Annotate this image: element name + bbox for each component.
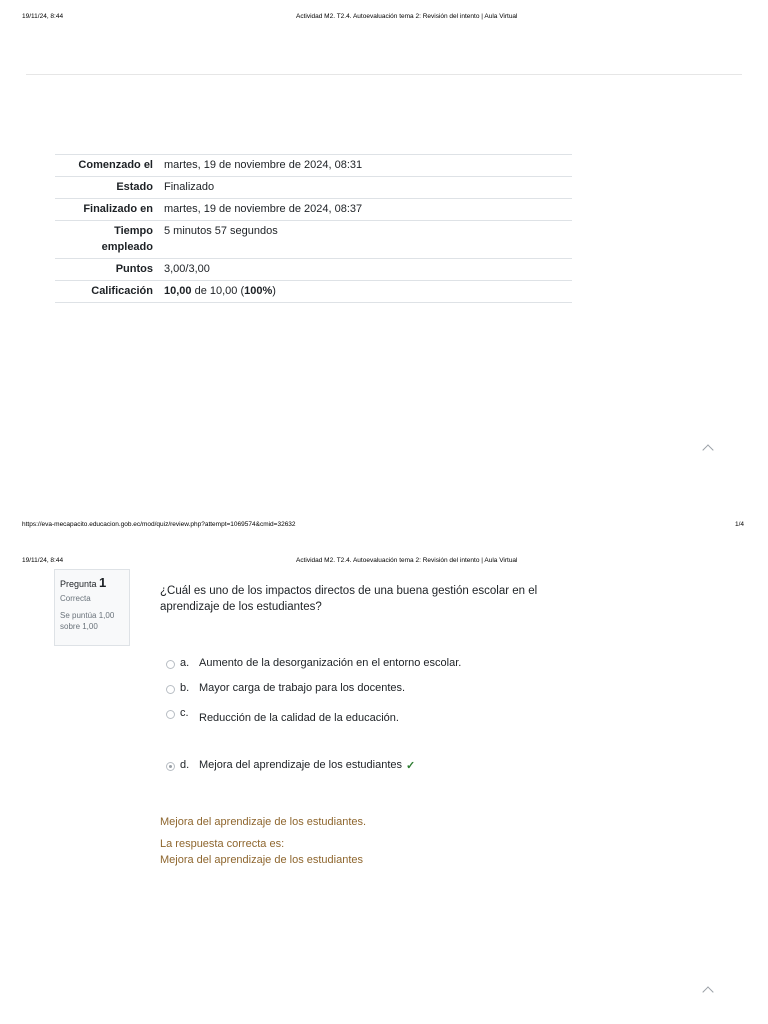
option-text: Mejora del aprendizaje de los estudiantes — [199, 759, 403, 771]
scroll-top-icon[interactable] — [702, 986, 713, 997]
answer-option-d[interactable] — [166, 759, 415, 772]
grade-value: 10,00 — [164, 285, 192, 297]
header-divider — [26, 74, 742, 75]
summary-row — [55, 199, 572, 221]
option-letter: a. — [180, 657, 190, 669]
question-number — [60, 575, 124, 590]
question-text: ¿Cuál es uno de los impactos directos de una buena gestión escolar en el aprendizaje de los estudiantes? — [160, 585, 538, 613]
answer-option-a[interactable] — [166, 657, 461, 669]
print-url: https://eva-mecapacito.educacion.gob.ec/mod/quiz/review.php?attempt=1069574&cmid=32632 — [22, 521, 296, 528]
print-title: Actividad M2. T2.4. Autoevaluación tema 2: Revisión del intento | Aula Virtual — [296, 557, 518, 564]
option-letter: d. — [180, 759, 190, 771]
question-info-box — [54, 569, 130, 646]
option-letter: c. — [180, 707, 189, 719]
answer-option-b[interactable] — [166, 682, 405, 694]
print-datetime: 19/11/24, 8:44 — [22, 557, 64, 564]
correct-answer-label: La respuesta correcta es: — [160, 838, 285, 850]
print-title: Actividad M2. T2.4. Autoevaluación tema 2: Revisión del intento | Aula Virtual — [296, 13, 518, 20]
summary-label: Tiempo empleado — [55, 221, 161, 259]
grade-close: ) — [272, 285, 276, 297]
summary-label: Estado — [55, 177, 161, 199]
summary-row — [55, 221, 572, 259]
summary-label: Comenzado el — [55, 155, 161, 177]
summary-label: Puntos — [55, 259, 161, 281]
question-state: Correcta — [60, 594, 91, 603]
radio-icon[interactable] — [166, 710, 175, 719]
print-page-number: 1/4 — [735, 521, 745, 528]
summary-value: Finalizado — [161, 177, 572, 199]
option-letter: b. — [180, 682, 190, 694]
summary-row — [55, 177, 572, 199]
answer-option-c[interactable] — [166, 707, 399, 724]
summary-value: martes, 19 de noviembre de 2024, 08:37 — [161, 199, 572, 221]
summary-row — [55, 281, 572, 303]
attempt-summary-table — [55, 154, 572, 303]
summary-row — [55, 259, 572, 281]
summary-value: 5 minutos 57 segundos — [161, 221, 572, 259]
radio-icon[interactable] — [166, 685, 175, 694]
grade-of: de 10,00 ( — [191, 285, 245, 297]
radio-icon[interactable] — [166, 660, 175, 669]
summary-value: martes, 19 de noviembre de 2024, 08:31 — [161, 155, 572, 177]
scroll-top-icon[interactable] — [702, 444, 713, 455]
question-number-value: 1 — [99, 575, 107, 590]
print-datetime: 19/11/24, 8:44 — [22, 13, 64, 20]
correct-answer-text: Mejora del aprendizaje de los estudiantes — [160, 854, 364, 866]
option-text: Reducción de la calidad de la educación. — [199, 712, 399, 724]
summary-value — [161, 281, 572, 303]
question-grade: Se puntúa 1,00 sobre 1,00 — [60, 611, 115, 631]
answer-feedback: Mejora del aprendizaje de los estudiantes. — [160, 816, 367, 828]
correct-check-icon: ✓ — [406, 760, 416, 772]
summary-row — [55, 155, 572, 177]
option-text: Aumento de la desorganización en el entorno escolar. — [199, 657, 462, 669]
question-prefix: Pregunta — [60, 579, 97, 589]
summary-value: 3,00/3,00 — [161, 259, 572, 281]
summary-label: Calificación — [55, 281, 161, 303]
grade-percent: 100% — [244, 285, 273, 297]
radio-selected-icon[interactable] — [166, 762, 175, 771]
summary-label: Finalizado en — [55, 199, 161, 221]
option-text: Mayor carga de trabajo para los docentes. — [199, 682, 406, 694]
